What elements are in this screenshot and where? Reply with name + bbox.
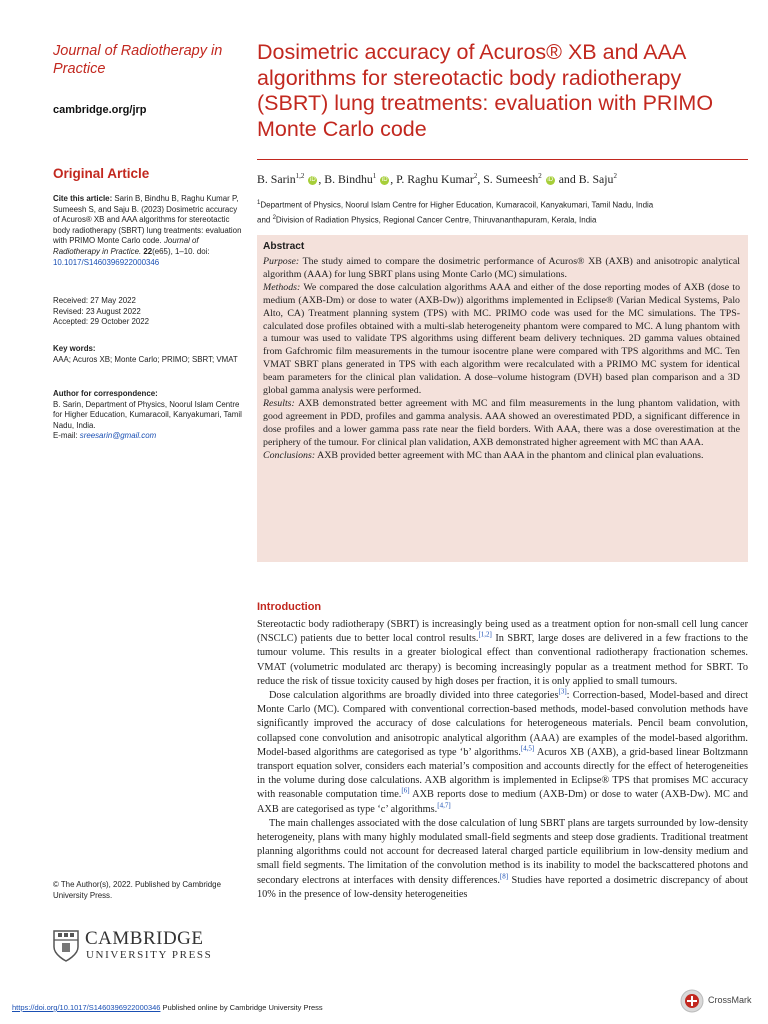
journal-site-link[interactable]: cambridge.org/jrp bbox=[53, 104, 147, 116]
affiliation-1: $^1$Department of Physics, Noorul Islam Centre for Higher Education, Kumaracoil, Kanyakumari, Tamil Nadu, India bbox=[257, 200, 654, 210]
paragraph: Stereotactic body radiotherapy (SBRT) is increasingly being used as a treatment option for non-small cell lung cancer (NSCLC) patients due to better local control results.[1,2] In SBRT, large doses are delivered in a few fractions to the tumour volume. This results in a greater biological effect than conventional radiotherapy fractionation schemes. VMAT (volumetric modulated arc therapy) is becoming increasingly popular as a treatment method for SBRT. To reduce the risk of tissue toxicity caused by high doses per fraction, it is only applied to small tumours. bbox=[257, 619, 748, 687]
article-title: Dosimetric accuracy of Acuros® XB and AAA algorithms for stereotactic body radiotherapy (SBRT) lung treatments: evaluation with PRIMO Monte Carlo code bbox=[257, 40, 714, 141]
abstract-heading: Abstract bbox=[263, 241, 305, 252]
author-name: S. Sumeesh bbox=[483, 171, 539, 186]
author-affil-sup: 1,2 bbox=[295, 172, 305, 180]
abstract-box bbox=[257, 235, 748, 562]
crossmark-label: CrossMark bbox=[708, 995, 752, 1005]
affiliation-2: and $^2$Division of Radiation Physics, Regional Cancer Centre, Thiruvananthapuram, Kerala, India bbox=[257, 214, 597, 225]
copyright-notice: © The Author(s), 2022. Published by Cambridge University Press. bbox=[53, 880, 221, 900]
affiliations bbox=[257, 197, 748, 226]
revised-date: Revised: 23 August 2022 bbox=[53, 306, 141, 316]
author-name: B. Bindhu bbox=[324, 171, 373, 186]
paragraph: The main challenges associated with the dose calculation of lung SBRT plans are targets surrounded by low-density heterogeneity, plans with many highly modulated small-field segments and steep dose gradients. Traditional treatment planning algorithms could not account for decreased lateral charged particle equilibrium in low-density medium and small field segments. The limitation of the convolution method is its inability to model the backscattered photons and secondary electrons at interfaces with density differences.[8] Studies have reported a dosimetric discrepancy of about 10% in the presence of low-density heterogeneities bbox=[257, 817, 748, 900]
crossmark-icon bbox=[680, 989, 704, 1013]
citation-block: Cite this article: Sarin B, Bindhu B, Raghu Kumar P, Sumeesh S, and Saju B. (2023) Dosimetric accuracy of Acuros® XB and AAA algorithms for stereotactic body radiotherapy (SBRT) lung treatments: evaluation with PRIMO Monte Carlo code. Journal of Radiotherapy in Practice. 22(e65), 1–10. doi: 10.1017/S1460396922000346 bbox=[53, 194, 242, 267]
author-affil-sup: 2 bbox=[473, 172, 478, 180]
orcid-icon[interactable]: iD bbox=[547, 176, 554, 183]
orcid-icon[interactable]: iD bbox=[310, 176, 316, 183]
publisher-name-line1: CAMBRIDGE bbox=[85, 928, 204, 949]
abstract-purpose: Purpose: The study aimed to compare the dosimetric performance of Acuros® XB (AXB) and anisotropic analytical algorithm (AAA) for lung SBRT plans using Monte Carlo (MC) simulations. bbox=[263, 256, 740, 280]
author-affil-sup: 1 bbox=[372, 172, 377, 180]
accepted-date: Accepted: 29 October 2022 bbox=[53, 317, 150, 327]
citation-ref[interactable]: [3] bbox=[558, 687, 567, 696]
introduction-heading: Introduction bbox=[257, 601, 322, 613]
citation-ref[interactable]: [8] bbox=[499, 872, 509, 881]
received-date: Received: 27 May 2022 bbox=[53, 296, 136, 305]
author-list: B. Sarin$^{1,2}$ iD , B. Bindhu$^1$ iD , P. Raghu Kumar$^2$, S. Sumeesh$^2$ iD and B. Saju$^2$ bbox=[257, 171, 617, 186]
author-name: P. Raghu Kumar bbox=[396, 171, 474, 186]
citation-ref[interactable]: [4,5] bbox=[520, 744, 535, 753]
paragraph: Dose calculation algorithms are broadly divided into three categories[3]: Correction-based, Model-based and direct Monte Carlo (MC). Compared with conventional correction-based methods, model-based convolution methods have significantly improved the accuracy of dose calculations for heterogeneous materials. Pencil beam convolution, collapsed cone convolution and anisotropic analytical algorithm (AAA) are examples of the model-based algorithm. Model-based algorithms are categorised as type ‘b’ algorithms.[4,5] Acuros XB (AXB), a grid-based linear Boltzmann transport equation solver, considers each material’s composition and accounts directly for the effect of heterogeneities in the volume during dose calculations. AXB algorithm is implemented in Eclipse® TPS that promises MC accuracy with reasonable computation time.[6] AXB reports dose to medium (AXB-Dm) or dose to water (AXB-Dw). MC and AXB are categorised as type ‘c’ algorithms.[4,7] bbox=[257, 687, 748, 815]
introduction-body bbox=[257, 618, 748, 902]
article-type: Original Article bbox=[53, 166, 150, 181]
abstract-conclusions: Conclusions: AXB provided better agreement with MC than AAA in the phantom and clinical plan evaluations. bbox=[263, 449, 704, 461]
crossmark-badge[interactable] bbox=[678, 986, 752, 1016]
citation-ref[interactable]: [6] bbox=[401, 787, 410, 796]
footer-doi-link[interactable]: https://doi.org/10.1017/S1460396922000346 bbox=[12, 1003, 161, 1012]
correspondence-block: Author for correspondence: B. Sarin, Department of Physics, Noorul Islam Centre for Higher Education, Kumaracoil, Kanyakumari, Tamil Nadu, India. E-mail: sreesarin@gmail.com bbox=[53, 389, 242, 441]
keywords-block: Key words: AAA; Acuros XB; Monte Carlo; PRIMO; SBRT; VMAT bbox=[53, 344, 245, 365]
email-link[interactable]: sreesarin@gmail.com bbox=[79, 431, 157, 441]
abstract-methods: Methods: We compared the dose calculation algorithms AAA and either of the dose reporting modes of AXB (dose to medium (AXB-Dm) or dose to water (AXB-Dw)) algorithms implemented in Eclipse® (Varian Medical Systems, Palo Alto, CA) Treatment planning system (TPS) with MC. PRIMO code was used for the MC simulations. The TPS-calculated dose profiles obtained with a multi-slab heterogeneity phantom were compared to MC. A lung phantom with a tumour was used to validate TPS algorithms using different beam delivery techniques. 2D gamma values obtained from Gafchromic film measurements in the tumour isocentre plane were compared with TPS algorithms and MC. Ten VMAT SBRT plans generated in TPS with each algorithm were recalculated with a PRIMO MC system for identical beam parameters for the clinical plan validation. A dose–volume histogram (DVH) based plan comparison and a 3D global gamma analysis were performed. bbox=[263, 281, 741, 397]
dates-block bbox=[53, 296, 245, 328]
author-name: B. Saju bbox=[578, 171, 614, 186]
publisher-logo bbox=[53, 928, 253, 964]
publisher-name-line2: UNIVERSITY PRESS bbox=[86, 949, 213, 961]
author-affil-sup: 2 bbox=[613, 172, 617, 180]
author-affil-sup: 2 bbox=[538, 172, 542, 180]
cambridge-shield-icon bbox=[53, 930, 79, 962]
title-divider bbox=[257, 159, 748, 160]
journal-name: Journal of Radiotherapy in Practice bbox=[53, 43, 223, 77]
citation-ref[interactable]: [4,7] bbox=[437, 801, 451, 810]
footer: https://doi.org/10.1017/S1460396922000346 Published online by Cambridge University Press bbox=[12, 1003, 323, 1012]
orcid-icon[interactable]: iD bbox=[381, 176, 388, 183]
abstract-body bbox=[263, 256, 740, 463]
citation-doi-link[interactable]: 10.1017/S1460396922000346 bbox=[53, 257, 160, 267]
citation-ref[interactable]: [1,2] bbox=[478, 630, 492, 639]
keywords: AAA; Acuros XB; Monte Carlo; PRIMO; SBRT; VMAT bbox=[53, 354, 238, 364]
abstract-results: Results: AXB demonstrated better agreement with MC and film measurements in the lung phantom validation, with good agreement in PDD, profiles and gamma analysis. AAA showed an overestimated PDD, a significant difference in dose profiles and a lower gamma pass rate near the field borders. With AAA, there was a dose overestimation at the periphery of the tumour. For clinical plan validation, AXB demonstrated higher agreement with MC than AAA. bbox=[263, 397, 740, 448]
author-name: B. Sarin bbox=[257, 171, 296, 186]
